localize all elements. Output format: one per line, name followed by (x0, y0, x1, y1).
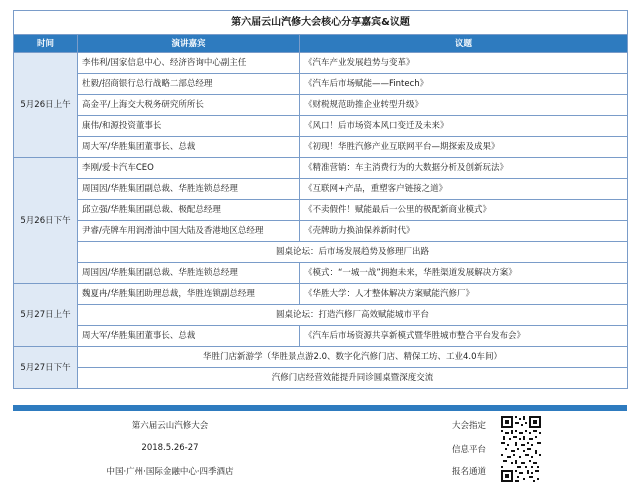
topic-cell: 《初现！华胜汽修产业互联网平台—期探索及成果》 (300, 137, 628, 158)
topic-cell: 《壳牌助力换油保养新时代》 (300, 221, 628, 242)
speaker-cell: 周国因/华胜集团副总裁、华胜连锁总经理 (78, 179, 300, 200)
header-time: 时间 (14, 35, 78, 53)
speaker-cell: 邱立强/华胜集团副总裁、极配总经理 (78, 200, 300, 221)
speaker-cell: 周大军/华胜集团董事长、总裁 (78, 326, 300, 347)
qr-code-icon[interactable] (500, 415, 542, 483)
title-row (14, 11, 628, 35)
speaker-cell: 魏夏冉/华胜集团助理总裁，华胜连锁副总经理 (78, 284, 300, 305)
topic-cell: 《财税规范助推企业转型升级》 (300, 95, 628, 116)
header-topic: 议题 (300, 35, 628, 53)
footer-date: 2018.5.26-27 (141, 443, 199, 453)
session-time: 5月27日下午 (14, 347, 78, 389)
table-row (14, 116, 628, 137)
topic-cell: 《模式：“一城一战”拥抱未来，华胜渠道发展解决方案》 (300, 263, 628, 284)
table-row (14, 200, 628, 221)
speaker-cell: 李伟利/国家信息中心、经济咨询中心副主任 (78, 53, 300, 74)
page-title: 第六届云山汽修大会核心分享嘉宾&议题 (14, 11, 628, 35)
footer-link-designated[interactable]: 大会指定 (452, 421, 487, 431)
table-row (14, 347, 628, 368)
session-time: 5月26日上午 (14, 53, 78, 158)
table-row (14, 242, 628, 263)
table-row (14, 179, 628, 200)
speaker-cell: 尹睿/壳牌车用润滑油中国大陆及香港地区总经理 (78, 221, 300, 242)
topic-cell: 《汽车后市场赋能——Fintech》 (300, 74, 628, 95)
topic-cell: 《风口！后市场资本风口变迁及未来》 (300, 116, 628, 137)
session-time: 5月26日下午 (14, 158, 78, 284)
speaker-cell: 高金平/上海交大税务研究所所长 (78, 95, 300, 116)
topic-cell: 《精准营销：车主消费行为的大数据分析及创新玩法》 (300, 158, 628, 179)
table-row (14, 74, 628, 95)
footer-venue: 中国·广州·国际金融中心·四季酒店 (106, 467, 234, 477)
footer-link-info-platform[interactable]: 信息平台 (452, 445, 487, 455)
table-row (14, 326, 628, 347)
table-row (14, 95, 628, 116)
table-row (14, 221, 628, 242)
schedule-table (13, 10, 628, 389)
table-row (14, 53, 628, 74)
speaker-cell: 周国因/华胜集团副总裁、华胜连锁总经理 (78, 263, 300, 284)
roundtable-cell: 圆桌论坛：后市场发展趋势及修理厂出路 (78, 242, 628, 263)
table-row (14, 263, 628, 284)
header-speaker: 演讲嘉宾 (78, 35, 300, 53)
session-time: 5月27日上午 (14, 284, 78, 347)
topic-cell: 《互联网+产品，重塑客户链接之道》 (300, 179, 628, 200)
speaker-cell: 周大军/华胜集团董事长、总裁 (78, 137, 300, 158)
roundtable-cell: 圆桌论坛：打造汽修厂高效赋能城市平台 (78, 305, 628, 326)
table-row (14, 284, 628, 305)
topic-cell: 《不卖假件！赋能最后一公里的极配新商业模式》 (300, 200, 628, 221)
header-row (14, 35, 628, 53)
topic-cell: 《汽车后市场资源共享新模式暨华胜城市整合平台发布会》 (300, 326, 628, 347)
table-row (14, 368, 628, 389)
topic-cell: 《汽车产业发展趋势与变革》 (300, 53, 628, 74)
footer (0, 411, 640, 491)
speaker-cell: 李刚/爱卡汽车CEO (78, 158, 300, 179)
speaker-cell: 杜毅/招商银行总行战略二部总经理 (78, 74, 300, 95)
topic-cell: 《华胜大学：人才整体解决方案赋能汽修厂》 (300, 284, 628, 305)
activity-cell: 华胜门店新游学（华胜景点游2.0、数字化汽修门店、精保工坊、工业4.0车间） (78, 347, 628, 368)
footer-event: 第六届云山汽修大会 (131, 421, 209, 431)
table-row (14, 137, 628, 158)
speaker-cell: 康伟/和源投资董事长 (78, 116, 300, 137)
table-row (14, 158, 628, 179)
footer-link-registration[interactable]: 报名通道 (452, 467, 487, 477)
activity-cell: 汽修门店经营效能提升同诊圆桌暨深度交流 (78, 368, 628, 389)
table-row (14, 305, 628, 326)
